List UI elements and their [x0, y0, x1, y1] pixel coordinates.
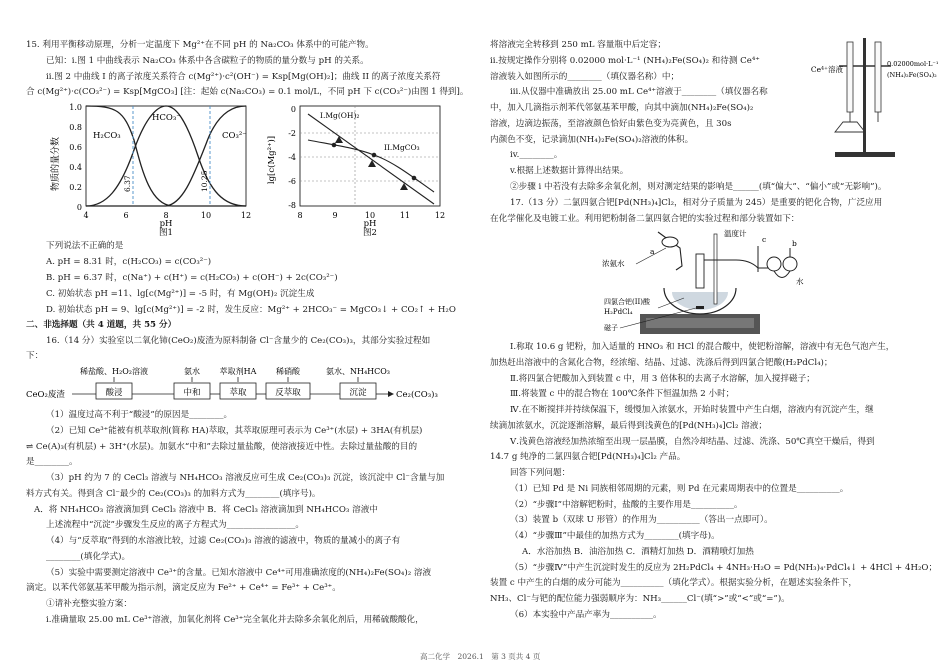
step-4b: 续滴加浓氨水，沉淀逐渐溶解，最后得到浅黄色的[Pd(NH₃)₄]Cl₂ 溶液； — [490, 421, 767, 431]
step-4a: Ⅳ.在不断搅拌并持续保温下，缓慢加入浓氨水，开始时装置中产生白烟，溶液内有沉淀产生，继 — [510, 405, 874, 415]
q16-sub-4a: （4）与“反萃取”得到的水溶液比较，过滤 Ce₂(CO₃)₃ 溶液的滤液中，物质的量减小的离子有 — [46, 536, 401, 546]
q17-stem-b: 在化学催化及电镀工业。利用钯粉制备二氯四氨合钯的实验过程和部分装置如下： — [490, 214, 800, 224]
fig1-species: CO₃²⁻ — [222, 131, 247, 141]
figure-2 — [264, 100, 454, 238]
fig2-curve1: I.Mg(OH)₂ — [320, 111, 360, 120]
apparatus-a: a — [650, 247, 655, 256]
q15-option-b: B. pH = 6.37 时，c(Na⁺) + c(H⁺) = c(H₂CO₃) + c(OH⁻) + 2c(CO₃²⁻) — [46, 273, 338, 283]
right-line-10: ②步骤 i 中若没有去除多余氧化剂，则对测定结果的影响是______(填“偏大”、“偏小”或“无影响”)。 — [510, 182, 887, 192]
q17-sub-5b: 装置 c 中产生的白烟的成分可能为__________（填化学式）。根据实验分析，在题述实验条件下， — [490, 578, 857, 588]
apparatus-figure — [600, 226, 820, 336]
right-line-3: 溶液装入如图所示的________（填仪器名称）中； — [490, 72, 680, 82]
fig1-ytick: 0.2 — [69, 183, 82, 192]
fig1-marker: 10.25 — [200, 170, 209, 192]
fig2-xtick: 11 — [399, 211, 411, 220]
q16-sub-5c: ①请补充整实验方案： — [46, 599, 132, 609]
step-5a: Ⅴ.浅黄色溶液经加热浓缩至出现一层晶膜，自然冷却结晶、过滤、洗涤、50℃真空干燥后，得到 — [510, 437, 875, 447]
step-2: Ⅱ.将四氯合钯酸加入到装置 c 中，用 3 倍体积的去离子水溶解，加入搅拌磁子； — [510, 374, 815, 384]
flow-reagent: 氨水 — [184, 367, 200, 376]
q16-sub-3a: （3）pH 约为 7 的 CeCl₃ 溶液与 NH₄HCO₃ 溶液反应可生成 Ce₂(CO₃)₃ 沉淀，该沉淀中 Cl⁻含量与加 — [46, 473, 445, 483]
flow-step: 萃取 — [229, 388, 247, 398]
flow-reagent: 氨水、NH₄HCO₃ — [325, 367, 391, 376]
apparatus-solution-2: H₂PdCl₄ — [604, 308, 633, 316]
apparatus-stirrer: 磁子 — [604, 324, 618, 332]
step-5b: 14.7 g 纯净的二氯四氨合钯[Pd(NH₃)₄]Cl₂ 产品。 — [490, 452, 686, 462]
fig2-ytick: -6 — [288, 177, 296, 186]
fig1-ytick: 0.6 — [69, 143, 82, 152]
q15-known-2b: 合 c(Mg²⁺)·c(CO₃²⁻) = Ksp[MgCO₃] [注：起始 c(Na₂CO₃) = 0.1 mol/L，不同 pH 下 c(CO₃²⁻)由图 1 得到]。 — [26, 87, 469, 97]
fig2-curve2: II.MgCO₃ — [384, 143, 420, 152]
q16-sub-3d: 上述流程中“沉淀”步骤发生反应的离子方程式为________________。 — [46, 520, 305, 530]
fig1-ytick: 0.8 — [69, 123, 82, 132]
fig2-ytick: -8 — [288, 201, 296, 210]
burette-right-label-2: (NH₄)₂Fe(SO₄)₂ — [887, 71, 937, 79]
fig1-xtick: 8 — [163, 211, 169, 220]
step-1b: 加热赶出溶液中的含氮化合物，经浓缩、结晶、过滤、洗涤后得到四氯合钯酸(H₂PdCl₄)； — [490, 358, 833, 368]
right-line-2: ii.按规定操作分别将 0.02000 mol·L⁻¹ (NH₄)₂Fe(SO₄)₂ 和待测 Ce⁴⁺ — [490, 56, 760, 66]
flow-step: 沉淀 — [349, 388, 367, 398]
fig1-xtick: 6 — [123, 211, 129, 220]
flow-reagent: 稀盐酸、H₂O₂溶液 — [80, 367, 148, 376]
q16-sub-5b: 滴定。以苯代邻氨基苯甲酸为指示剂，滴定反应为 Fe²⁺ + Ce⁴⁺ = Fe³⁺ + Ce³⁺。 — [26, 583, 341, 593]
q15-option-a: A. pH = 8.31 时，c(H₂CO₃) = c(CO₃²⁻) — [46, 257, 212, 267]
q17-sub-5c: NH₃、Cl⁻与钯的配位能力强弱顺序为：NH₃______Cl⁻(填“>”或“<”或“=”)。 — [490, 594, 790, 604]
q15-known-1: 已知：i.图 1 中曲线表示 Na₂CO₃ 体系中各含碳粒子的物质的量分数与 pH 的关系。 — [46, 56, 369, 66]
q16-stem-2: 下： — [26, 351, 44, 361]
apparatus-thermometer: 温度计 — [724, 229, 747, 238]
q16-sub-5d: i.准确量取 25.00 mL Ce³⁺溶液，加氧化剂将 Ce³⁺完全氧化并去除多余氧化剂后，用稀硫酸酸化， — [46, 615, 424, 625]
apparatus-b: b — [792, 239, 797, 248]
apparatus-c: c — [762, 235, 767, 244]
fig2-xtick: 10 — [364, 211, 376, 220]
fig2-ytick: -4 — [288, 153, 296, 162]
burette-figure — [795, 36, 939, 161]
q15-option-d: D. 初始状态 pH = 9、lg[c(Mg²⁺)] = -2 时，发生反应：Mg²⁺ + 2HCO₃⁻ = MgCO₃↓ + CO₂↑ + H₂O — [46, 305, 456, 315]
q17-sub-5a: （5）“步骤Ⅳ”中产生沉淀时发生的反应为 2H₂PdCl₄ + 4NH₃·H₂O = Pd(NH₃)₄·PdCl₄↓ + 4HCl + 4H₂O； — [510, 563, 938, 573]
fig1-marker: 6.37 — [123, 175, 132, 192]
step-1a: Ⅰ.称取 10.6 g 钯粉，加入适量的 HNO₃ 和 HCl 的混合酸中，使钯粉溶解，溶液中有无色气泡产生， — [510, 342, 895, 352]
fig1-ytick: 0 — [76, 203, 82, 212]
fig1-xtick: 12 — [240, 211, 252, 220]
fig2-xtick: 8 — [297, 211, 303, 220]
q17-sub-6: （6）本实验中产品产率为__________。 — [510, 610, 662, 620]
fig1-ylabel: 物质的量分数 — [51, 136, 61, 192]
q15-option-c: C. 初始状态 pH =11、lg[c(Mg²⁺)] = -5 时，有 Mg(OH)₂ 沉淀生成 — [46, 289, 315, 299]
fig1-ytick: 0.4 — [69, 163, 82, 172]
q17-sub-4: （4）“步骤Ⅲ”中最佳的加热方式为________(填字母)。 — [510, 531, 720, 541]
right-line-4: iii.从仪器中准确放出 25.00 mL Ce⁴⁺溶液于________（填仪器名称 — [510, 87, 768, 97]
fig1-species: HCO₃⁻ — [152, 113, 181, 123]
fig2-ytick: 0 — [290, 105, 296, 114]
fig1-xtick: 10 — [200, 211, 212, 220]
fig2-ylabel: lg[c(Mg²⁺)] — [267, 135, 277, 185]
fig1-ytick: 1.0 — [69, 103, 82, 112]
q15-stem: 15. 利用平衡移动原理，分析一定温度下 Mg²⁺在不同 pH 的 Na₂CO₃ 体系中的可能产物。 — [26, 40, 374, 50]
burette-left-label: Ce⁴⁺溶液 — [810, 65, 843, 74]
apparatus-solution-1: 四氯合钯(II)酸 — [604, 298, 650, 306]
q16-flowchart — [26, 362, 466, 408]
q17-sub-3: （3）装置 b（双球 U 形管）的作用为__________（答出一点即可）。 — [510, 515, 773, 525]
flow-step: 反萃取 — [275, 388, 301, 398]
flow-step: 中和 — [183, 388, 201, 398]
q15-question: 下列说法不正确的是 — [46, 241, 124, 251]
flow-end: Ce₂(CO₃)₃ — [396, 390, 438, 400]
fig2-xtick: 9 — [332, 211, 338, 220]
q16-stem: 16.（14 分）实验室以二氧化铈(CeO₂)废渣为原料制备 Cl⁻含量少的 Ce₂(CO₃)₃，其部分实验过程如 — [46, 336, 431, 346]
right-line-8: iv.________。 — [510, 150, 563, 160]
fig1-xtick: 4 — [83, 211, 89, 220]
flow-reagent: 稀硝酸 — [276, 367, 300, 376]
q16-sub-5a: （5）实验中需要测定溶液中 Ce³⁺的含量。已知水溶液中 Ce⁴⁺可用准确浓度的(NH₄)₂Fe(SO₄)₂ 溶液 — [46, 568, 432, 578]
figure-1 — [46, 100, 261, 238]
right-line-7: 内颜色不变，记录滴加(NH₄)₂Fe(SO₄)₂溶液的体积。 — [490, 135, 694, 145]
q16-sub-4b: ________(填化学式)。 — [46, 552, 131, 562]
fig1-xlabel: pH — [159, 219, 173, 229]
q16-sub-2b: ⇌ Ce(A)₃(有机层) + 3H⁺(水层)。加氨水“中和”去除过量盐酸，使溶液接近中性。去除过量盐酸的目的 — [26, 442, 418, 452]
apparatus-water: 水 — [796, 277, 804, 286]
fig1-caption: 图1 — [159, 228, 173, 238]
right-line-6: 溶液，边滴边振荡，至溶液颜色恰好由紫色变为亮黄色，且 30s — [490, 119, 732, 129]
flow-start: CeO₂废渣 — [26, 390, 65, 400]
fig2-xlabel: pH — [363, 219, 377, 229]
q16-sub-1: （1）温度过高不利于“酸浸”的原因是________。 — [46, 410, 233, 420]
q17-stem-a: 17.（13 分）二氯四氨合钯[Pd(NH₃)₄]Cl₂，相对分子质量为 245）是重要的钯化合物，广泛应用 — [510, 198, 883, 208]
q15-known-2a: ii.图 2 中曲线 I 的离子浓度关系符合 c(Mg²⁺)·c²(OH⁻) = Ksp[Mg(OH)₂]；曲线 II 的离子浓度关系符 — [46, 72, 441, 82]
right-line-1: 将溶液完全转移到 250 mL 容量瓶中后定容； — [490, 40, 666, 50]
section-2-heading: 二、非选择题（共 4 道题，共 55 分） — [26, 320, 177, 330]
right-line-9: v.根据上述数据计算得出结果。 — [510, 166, 629, 176]
q16-sub-3c: A．将 NH₄HCO₃ 溶液滴加到 CeCl₃ 溶液中 B．将 CeCl₃ 溶液滴加到 NH₄HCO₃ 溶液中 — [34, 505, 378, 515]
flow-step: 酸浸 — [105, 388, 123, 398]
burette-right-label-1: 0.02000mol·L⁻¹ — [887, 60, 939, 68]
q17-sub-4-options: A．水浴加热 B．油浴加热 C．酒精灯加热 D．酒精喷灯加热 — [522, 547, 754, 557]
fig2-caption: 图2 — [363, 228, 377, 238]
step-3: Ⅲ.将装置 c 中的混合物在 100℃条件下恒温加热 2 小时； — [510, 389, 735, 399]
q16-sub-3b: 料方式有关。得到含 Cl⁻最少的 Ce₂(CO₃)₃ 的加料方式为________(填序号)。 — [26, 489, 321, 499]
flow-reagent: 萃取剂HA — [219, 367, 257, 376]
q16-sub-2c: 是________。 — [26, 457, 78, 467]
fig1-species: H₂CO₃ — [93, 131, 121, 141]
q17-sub-2: （2）“步骤Ⅰ”中溶解钯粉时，盐酸的主要作用是__________。 — [510, 500, 743, 510]
q16-sub-2a: （2）已知 Ce³⁺能被有机萃取剂(简称 HA)萃取，其萃取原理可表示为 Ce³⁺(水层) + 3HA(有机层) — [46, 426, 423, 436]
q17-sub-1: （1）已知 Pd 是 Ni 同族相邻周期的元素，则 Pd 在元素周期表中的位置是__________。 — [510, 484, 849, 494]
fig2-ytick: -2 — [288, 129, 296, 138]
page-footer: 高二化学 2026.1 第 3 页共 4 页 — [420, 652, 541, 661]
fig2-xtick: 12 — [434, 211, 446, 220]
answer-heading: 回答下列问题： — [510, 468, 571, 478]
apparatus-ammonia: 浓氨水 — [602, 259, 625, 268]
right-line-5: 中，加入几滴指示剂苯代邻氨基苯甲酸，向其中滴加(NH₄)₂Fe(SO₄)₂ — [490, 103, 754, 113]
